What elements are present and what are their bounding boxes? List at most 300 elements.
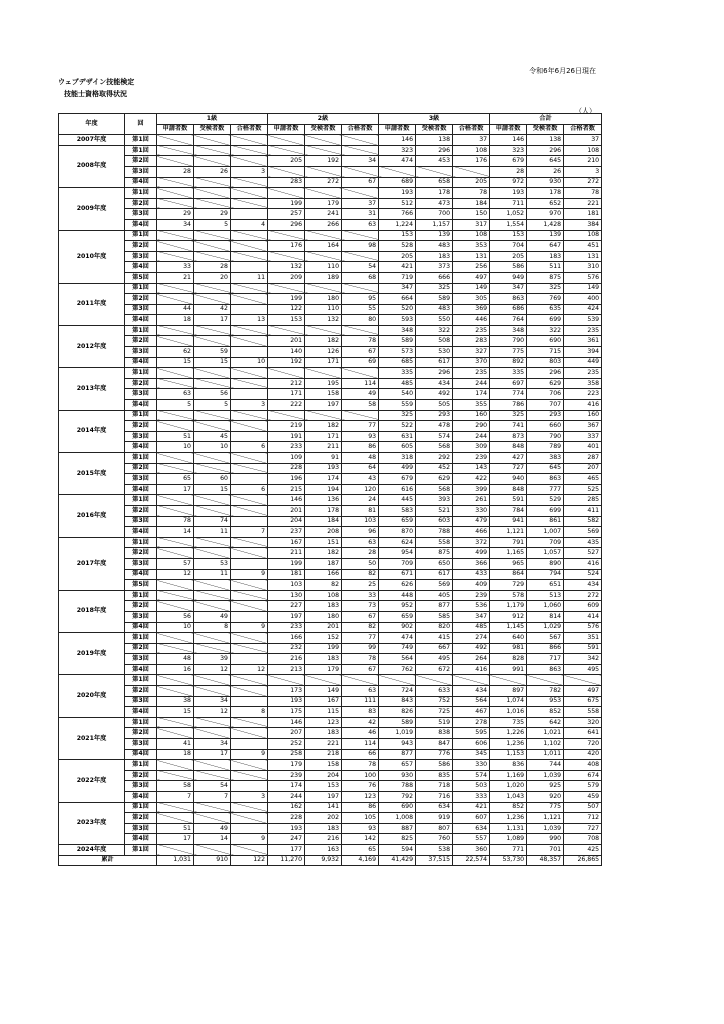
value-cell: 582 [564,516,602,527]
value-cell: 54 [342,262,379,273]
value-cell: 323 [490,145,527,156]
value-cell: 776 [416,749,453,760]
not-held-cell [157,198,194,209]
value-cell: 919 [416,813,453,824]
value-cell: 452 [416,463,453,474]
total-value-cell: 53,730 [490,855,527,866]
value-cell: 150 [453,209,490,220]
value-cell: 631 [379,431,416,442]
value-cell: 789 [527,442,564,453]
value-cell: 57 [157,558,194,569]
value-cell: 527 [564,548,602,559]
round-cell: 第1回 [125,325,157,336]
value-cell: 369 [453,304,490,315]
value-cell: 109 [268,453,305,464]
value-cell: 78 [342,760,379,771]
round-cell: 第1回 [125,495,157,506]
value-cell: 211 [268,548,305,559]
value-cell: 56 [194,389,231,400]
table-row [59,389,602,400]
value-cell: 34 [194,739,231,750]
value-cell: 530 [416,347,453,358]
not-held-cell [157,537,194,548]
value-cell: 807 [416,823,453,834]
table-row [59,749,602,760]
not-held-cell [157,643,194,654]
value-cell: 512 [379,198,416,209]
value-cell: 794 [527,569,564,580]
not-held-cell [342,135,379,146]
value-cell: 65 [157,474,194,485]
value-cell: 6 [231,484,268,495]
value-cell: 877 [379,749,416,760]
value-cell: 235 [564,325,602,336]
value-cell [231,696,268,707]
value-cell: 110 [305,304,342,315]
value-cell: 69 [342,357,379,368]
not-held-cell [231,728,268,739]
total-value-cell: 11,270 [268,855,305,866]
value-cell: 163 [305,844,342,855]
value-cell: 59 [194,347,231,358]
round-cell: 第1回 [125,188,157,199]
not-held-cell [231,537,268,548]
value-cell: 699 [527,505,564,516]
value-cell: 12 [194,664,231,675]
not-held-cell [342,675,379,686]
value-cell: 123 [305,717,342,728]
value-cell: 138 [416,135,453,146]
value-cell: 897 [490,686,527,697]
value-cell: 167 [305,696,342,707]
round-cell: 第3回 [125,474,157,485]
value-cell: 8 [231,707,268,718]
value-cell: 965 [490,558,527,569]
not-held-cell [268,251,305,262]
value-cell: 427 [490,453,527,464]
value-cell: 647 [527,241,564,252]
value-cell: 77 [342,421,379,432]
year-cell: 2024年度 [59,844,125,855]
value-cell: 529 [527,495,564,506]
not-held-cell [305,145,342,156]
value-cell: 347 [379,283,416,294]
round-cell: 第3回 [125,431,157,442]
value-cell: 193 [268,696,305,707]
value-cell: 24 [342,495,379,506]
not-held-cell [194,590,231,601]
value-cell: 366 [453,558,490,569]
value-cell: 192 [268,357,305,368]
value-cell: 875 [527,272,564,283]
table-row [59,823,602,834]
not-held-cell [231,145,268,156]
value-cell: 358 [564,378,602,389]
not-held-cell [194,686,231,697]
value-cell: 183 [305,601,342,612]
value-cell: 100 [342,770,379,781]
value-cell [231,262,268,273]
value-cell: 421 [379,262,416,273]
round-cell: 第1回 [125,633,157,644]
value-cell: 422 [453,474,490,485]
value-cell: 991 [490,664,527,675]
value-cell: 287 [564,453,602,464]
value-cell: 400 [564,294,602,305]
value-cell: 782 [527,686,564,697]
value-cell: 239 [453,590,490,601]
value-cell: 34 [194,696,231,707]
value-cell: 6 [231,442,268,453]
value-cell: 51 [157,431,194,442]
value-cell: 296 [416,368,453,379]
value-cell: 108 [564,145,602,156]
value-cell: 538 [416,844,453,855]
round-cell: 第4回 [125,400,157,411]
total-value-cell: 37,515 [416,855,453,866]
value-cell: 278 [453,717,490,728]
value-cell: 166 [305,569,342,580]
table-row [59,219,602,230]
value-cell: 1,016 [490,707,527,718]
round-cell: 第3回 [125,389,157,400]
value-cell: 384 [564,219,602,230]
value-cell: 68 [342,272,379,283]
value-cell: 48 [157,654,194,665]
not-held-cell [231,590,268,601]
value-cell: 941 [490,516,527,527]
value-cell: 672 [416,664,453,675]
not-held-cell [194,770,231,781]
not-held-cell [342,410,379,421]
value-cell: 201 [268,336,305,347]
value-cell: 136 [305,495,342,506]
value-cell: 870 [379,527,416,538]
value-cell: 221 [564,198,602,209]
value-cell: 847 [416,739,453,750]
year-cell: 2017年度 [59,537,125,590]
table-row [59,527,602,538]
table-row [59,834,602,845]
total-header: 合計 [490,114,602,125]
value-cell: 192 [305,156,342,167]
value-cell: 10 [157,622,194,633]
value-cell: 1,145 [490,622,527,633]
value-cell: 421 [453,802,490,813]
table-row [59,495,602,506]
round-cell: 第3回 [125,781,157,792]
value-cell: 197 [268,611,305,622]
not-held-cell [231,135,268,146]
total-row [59,855,602,866]
value-cell: 318 [379,453,416,464]
value-cell: 193 [305,463,342,474]
not-held-cell [305,166,342,177]
value-cell: 940 [490,474,527,485]
table-row [59,230,602,241]
value-cell: 1,157 [416,219,453,230]
value-cell: 790 [490,336,527,347]
total-value-cell: 22,574 [453,855,490,866]
round-cell: 第1回 [125,675,157,686]
not-held-cell [194,336,231,347]
value-cell: 76 [342,781,379,792]
value-cell: 42 [194,304,231,315]
not-held-cell [157,230,194,241]
value-cell: 564 [453,696,490,707]
not-held-cell [194,505,231,516]
value-cell: 435 [564,537,602,548]
value-cell: 479 [453,516,490,527]
not-held-cell [157,453,194,464]
value-cell: 3 [564,166,602,177]
not-held-cell [231,633,268,644]
value-cell: 74 [194,516,231,527]
not-held-cell [194,156,231,167]
round-cell: 第3回 [125,347,157,358]
value-cell: 568 [416,442,453,453]
value-cell: 105 [342,813,379,824]
not-held-cell [231,230,268,241]
value-cell: 232 [268,643,305,654]
not-held-cell [194,537,231,548]
value-cell: 173 [268,686,305,697]
value-cell: 53 [194,558,231,569]
value-cell: 474 [379,633,416,644]
value-cell: 325 [379,410,416,421]
value-cell: 873 [490,431,527,442]
table-row [59,177,602,188]
value-cell: 540 [379,389,416,400]
value-cell: 131 [564,251,602,262]
document-title: ウェブデザイン技能検定 [58,78,135,86]
round-cell: 第3回 [125,209,157,220]
round-cell: 第2回 [125,643,157,654]
value-cell: 715 [527,347,564,358]
value-cell: 603 [416,516,453,527]
value-cell: 110 [305,262,342,273]
value-cell: 9 [231,569,268,580]
value-cell: 7 [194,792,231,803]
value-cell: 183 [305,728,342,739]
value-cell: 191 [268,431,305,442]
value-cell: 26 [194,166,231,177]
value-cell: 836 [490,760,527,771]
table-row [59,410,602,421]
not-held-cell [231,283,268,294]
value-cell: 48 [342,453,379,464]
table-row [59,516,602,527]
year-cell: 2014年度 [59,410,125,452]
value-cell: 149 [453,283,490,294]
table-row [59,792,602,803]
value-cell: 657 [379,760,416,771]
not-held-cell [342,230,379,241]
value-cell: 153 [379,230,416,241]
value-cell: 616 [379,484,416,495]
value-cell: 11 [194,527,231,538]
value-cell: 383 [527,453,564,464]
value-cell: 213 [268,664,305,675]
not-held-cell [453,675,490,686]
value-cell: 1,428 [527,219,564,230]
not-held-cell [157,156,194,167]
round-cell: 第1回 [125,802,157,813]
subheader-cell: 受検者数 [527,124,564,135]
not-held-cell [305,675,342,686]
value-cell: 120 [342,484,379,495]
value-cell: 122 [268,304,305,315]
value-cell: 1,060 [527,601,564,612]
value-cell: 244 [453,431,490,442]
table-row [59,347,602,358]
value-cell: 5 [194,219,231,230]
value-cell: 589 [416,294,453,305]
value-cell: 558 [564,707,602,718]
value-cell: 424 [564,304,602,315]
value-cell: 861 [527,516,564,527]
value-cell: 252 [268,739,305,750]
value-cell: 247 [268,834,305,845]
value-cell: 82 [305,580,342,591]
value-cell: 178 [527,188,564,199]
subheader-cell: 受検者数 [305,124,342,135]
value-cell: 183 [416,251,453,262]
value-cell: 1,236 [490,739,527,750]
value-cell: 401 [564,442,602,453]
table-row [59,654,602,665]
value-cell: 434 [564,580,602,591]
not-held-cell [157,580,194,591]
value-cell: 706 [527,389,564,400]
subheader-cell: 合格者数 [342,124,379,135]
value-cell: 322 [527,325,564,336]
value-cell: 292 [416,453,453,464]
value-cell: 579 [564,781,602,792]
value-cell: 634 [453,823,490,834]
value-cell: 355 [453,400,490,411]
value-cell: 204 [268,516,305,527]
value-cell: 258 [268,749,305,760]
value-cell: 42 [342,717,379,728]
value-cell: 11 [231,272,268,283]
value-cell: 347 [490,283,527,294]
not-held-cell [194,548,231,559]
value-cell: 569 [416,580,453,591]
value-cell: 826 [379,707,416,718]
round-cell: 第5回 [125,272,157,283]
value-cell: 195 [305,378,342,389]
value-cell: 216 [305,834,342,845]
value-cell [231,558,268,569]
value-cell: 660 [527,421,564,432]
not-held-cell [194,283,231,294]
value-cell [231,389,268,400]
round-cell: 第2回 [125,505,157,516]
value-cell: 576 [564,622,602,633]
table-row [59,484,602,495]
value-cell: 51 [157,823,194,834]
not-held-cell [194,633,231,644]
value-cell: 791 [490,537,527,548]
round-cell: 第1回 [125,368,157,379]
subheader-cell: 申請者数 [157,124,194,135]
round-cell: 第4回 [125,834,157,845]
value-cell: 536 [453,601,490,612]
value-cell: 700 [416,209,453,220]
round-cell: 第1回 [125,717,157,728]
round-cell: 第1回 [125,283,157,294]
value-cell: 223 [564,389,602,400]
not-held-cell [194,580,231,591]
value-cell: 82 [342,622,379,633]
value-cell: 211 [305,442,342,453]
value-cell: 557 [453,834,490,845]
value-cell: 108 [453,230,490,241]
value-cell: 863 [527,474,564,485]
value-cell: 1,236 [490,813,527,824]
year-cell: 2022年度 [59,760,125,802]
value-cell: 629 [416,474,453,485]
not-held-cell [231,760,268,771]
round-cell: 第2回 [125,463,157,474]
subheader-cell: 合格者数 [453,124,490,135]
value-cell: 1,039 [527,823,564,834]
round-cell: 第2回 [125,548,157,559]
value-cell: 465 [564,474,602,485]
value-cell: 208 [305,527,342,538]
value-cell: 679 [490,156,527,167]
round-column-header: 回 [125,114,157,135]
value-cell: 519 [416,717,453,728]
not-held-cell [157,717,194,728]
round-cell: 第2回 [125,770,157,781]
table-row [59,643,602,654]
value-cell: 49 [194,611,231,622]
not-held-cell [231,156,268,167]
round-cell: 第2回 [125,156,157,167]
value-cell: 564 [379,654,416,665]
value-cell: 187 [305,558,342,569]
value-cell: 317 [453,219,490,230]
value-cell: 26 [527,166,564,177]
value-cell: 222 [268,400,305,411]
value-cell: 671 [379,569,416,580]
value-cell: 416 [453,664,490,675]
value-cell: 445 [379,495,416,506]
value-cell: 174 [305,474,342,485]
not-held-cell [157,325,194,336]
value-cell: 272 [564,590,602,601]
round-cell: 第1回 [125,145,157,156]
value-cell: 261 [453,495,490,506]
value-cell: 337 [564,431,602,442]
value-cell: 370 [453,357,490,368]
value-cell: 658 [416,177,453,188]
value-cell: 153 [268,315,305,326]
value-cell: 920 [527,792,564,803]
value-cell: 617 [416,357,453,368]
value-cell: 141 [305,802,342,813]
value-cell: 420 [564,749,602,760]
table-row [59,474,602,485]
value-cell: 499 [453,548,490,559]
value-cell: 283 [453,336,490,347]
not-held-cell [342,283,379,294]
not-held-cell [564,675,602,686]
value-cell: 139 [416,230,453,241]
value-cell: 63 [342,219,379,230]
